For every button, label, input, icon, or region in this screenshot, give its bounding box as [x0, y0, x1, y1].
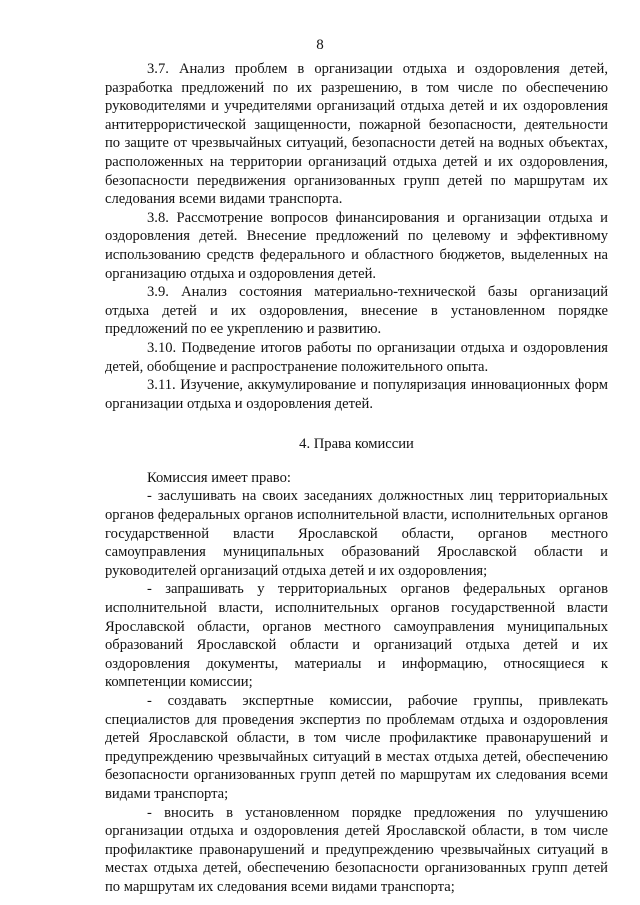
paragraph-3-9: 3.9. Анализ состояния материально-технической базы организаций отдыха детей и их оздоровления, внесение в установленном порядке предложений по ее укреплению и развитию. — [105, 284, 608, 338]
paragraph-3-8: 3.8. Рассмотрение вопросов финансирования и организации отдыха и оздоровления детей. Внесение предложений по целевому и эффективному использованию средств федерального и областного бюджетов, выделенных на организацию отдыха и оздоровления детей. — [105, 209, 608, 282]
list-item-hear-officials: - заслушивать на своих заседаниях должностных лиц территориальных органов федеральных органов исполнительной власти, исполнительных органов государственной власти Ярославской области, органов местного самоуправления муниципальных образований Ярославской области и руководителей организаций отдыха детей и их оздоровления; — [105, 488, 608, 579]
list-item-request-documents: - запрашивать у территориальных органов федеральных органов исполнительной власти, исполнительных органов государственной власти Ярославской области, органов местного самоуправления муниципальных образований Ярославской области и организаций отдыха детей и их оздоровления документы, материалы и информацию, относящиеся к компетенции комиссии; — [105, 581, 608, 691]
section-intro: Комиссия имеет право: — [147, 469, 291, 486]
page-number: 8 — [316, 37, 324, 53]
paragraph-3-11: 3.11. Изучение, аккумулирование и популяризация инновационных форм организации отдыха и оздоровления детей. — [105, 377, 608, 412]
section-heading: 4. Права комиссии — [299, 436, 414, 453]
list-item-create-commissions: - создавать экспертные комиссии, рабочие группы, привлекать специалистов для проведения экспертиз по проблемам отдыха и оздоровления детей Ярославской области, в том числе профилактике правонарушений и предупреждению чрезвычайных ситуаций в местах отдыха детей, обеспечению безопасности организованных групп детей по маршрутам их следования всеми видами транспорта; — [105, 693, 608, 802]
list-item-submit-proposals: - вносить в установленном порядке предложения по улучшению организации отдыха и оздоровления детей Ярославской области, в том числе профилактике правонарушений и предупреждению чрезвычайных ситуаций в местах отдыха детей, обеспечению безопасности организованных групп детей по маршрутам их следования всеми видами транспорта; — [105, 804, 608, 895]
paragraph-3-7: 3.7. Анализ проблем в организации отдыха и оздоровления детей, разработка предложений по их разрешению, в том числе по обеспечению руководителями и учредителями организаций отдыха детей и их оздоровления антитеррористической защищенности, пожарной безопасности, деятельности по защите от чрезвычайных ситуаций, безопасности детей на водных объектах, расположенных на территории организаций отдыха детей и их оздоровления, безопасности передвижения организованных групп детей по маршрутам их следования всеми видами транспорта. — [105, 61, 608, 208]
document-body — [105, 60, 608, 897]
paragraph-3-10: 3.10. Подведение итогов работы по организации отдыха и оздоровления детей, обобщение и распространение положительного опыта. — [105, 339, 608, 375]
